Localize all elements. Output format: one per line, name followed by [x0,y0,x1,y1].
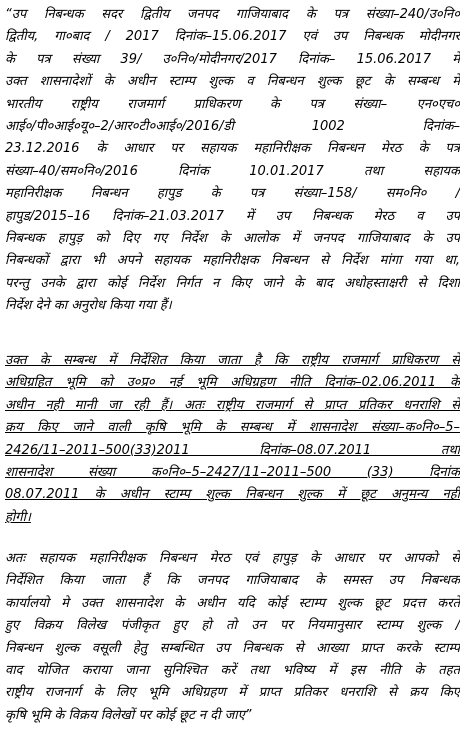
text-line: 2426/11–2011–500(33)2011 दिनांक–08.07.2011 तथा [5,442,460,458]
text-line: महानिरीक्षक निबन्धन हापुड के पत्र संख्या–158/ सम०नि० / [5,186,460,202]
text-line: कृषि भूमि के विक्रय विलेखों पर कोई छूट न दी जाए” [5,707,252,723]
text-line: निबन्धकों द्वारा भी अपने सहायक महानिरीक्षक निबन्धन से निर्देश मांगा गया था, [5,253,460,269]
text-line: 23.12.2016 के आधार पर सहायक महानिरीक्षक निबन्धन मेरठ के पत्र [5,141,460,157]
paragraph-1 [5,4,460,336]
text-line: आई०/पी०आई०यू०–2/आर०टी०आई०/2016/डी 1002 दिनांक– [5,119,460,135]
text-line: द्वितीय, गा०बाद / 2017 दिनांक–15.06.2017 एवं उप निबन्धक मोदीनगर [5,29,460,45]
text-line: होगी। [5,509,31,525]
text-line: 08.07.2011 के अधीन स्टाम्प शुल्क निबन्धन शुल्क में छूट अनुमन्य नही [5,487,460,503]
text-line: परन्तु उनके द्वारा कोई निर्देश निर्गत न किए जाने के बाद अधोहस्ताक्षरी से दिशा [5,275,460,291]
text-line: निर्देशित किया जाता हैं कि जनपद गाजियाबाद के समस्त उप निबन्धक [5,573,460,589]
text-line: संख्या–40/सम०नि०/2016 दिनांक 10.01.2017 तथा सहायक [5,163,460,179]
text-line: हुए विक्रय विलेख पंजीकृत हुए हो तो उन पर नियमानुसार स्टाम्प शुल्क / [5,618,460,634]
text-line: निबन्धन शुल्क वसूली हेतु सम्बन्धित उप निबन्धक से आख्या प्राप्त करके स्टाम्प [5,640,460,656]
text-line: निर्देश देने का अनुरोध किया गया हैं। [5,298,172,314]
text-line: भारतीय राष्ट्रीय राजमार्ग प्राधिकरण के पत्र संख्या– एन०एच० [5,96,460,112]
text-line: वाद योजित कराया जाना सुनिश्चित करें तथा भविष्य में इस नीति के तहत [5,663,460,679]
text-line: उक्त के सम्बन्ध में निर्देशित किया जाता है कि राष्ट्रीय राजमार्ग प्राधिकरण से [5,353,460,368]
paragraph-3 [5,548,460,727]
text-line: अधीन नही मानी जा रही हैं। अतः राष्ट्रीय राजमार्ग से प्राप्त प्रतिकर धनराशि से [5,397,460,413]
text-line: हापुड/2015–16 दिनांक–21.03.2017 में उप निबन्धक मेरठ व उप [5,208,460,224]
paragraph-2 [5,350,460,534]
text-line: शासनादेश संख्या क०नि०–5–2427/11–2011–500 (33) दिनांक [5,465,460,481]
text-line: “उप निबन्धक सदर द्वितीय जनपद गाजियाबाद के पत्र संख्या–240/उ०नि० [5,7,460,22]
text-line: अधिग्रहित भूमि को उ०प्र० नई भूमि अधिग्रहण नीति दिनांक–02.06.2011 के [5,375,460,391]
text-line: राष्ट्रीय राजनार्ग के लिए भूमि अधिग्रहण में प्राप्त प्रतिकर धनराशि से क्रय किए [5,685,460,701]
text-line: निबन्धक हापुड़ को दिए गए निर्देश के आलोक में जनपद गाजियाबाद के उप [5,231,460,247]
text-line: अतः सहायक महानिरीक्षक निबन्धन मेरठ एवं हापुड़ के आधार पर आपको से [5,551,460,566]
text-line: के पत्र संख्या 39/ उ०नि०/मोदीनगर/2017 दिनांक– 15.06.2017 में [5,51,460,67]
text-line: क्रय किए जाने वाली कृषि भूमि के सम्बन्ध में शासनादेश संख्या–क०नि०–5– [5,420,460,436]
text-line: उक्त शासनादेशों के अधीन स्टाम्प शुल्क व निबन्धन शुल्क छूट के सम्बन्ध में [5,74,460,90]
text-line: कार्यालयो मे उक्त शासनादेश के अधीन यदि कोई स्टाम्प शुल्क छूट प्रदत्त करते [5,595,460,611]
